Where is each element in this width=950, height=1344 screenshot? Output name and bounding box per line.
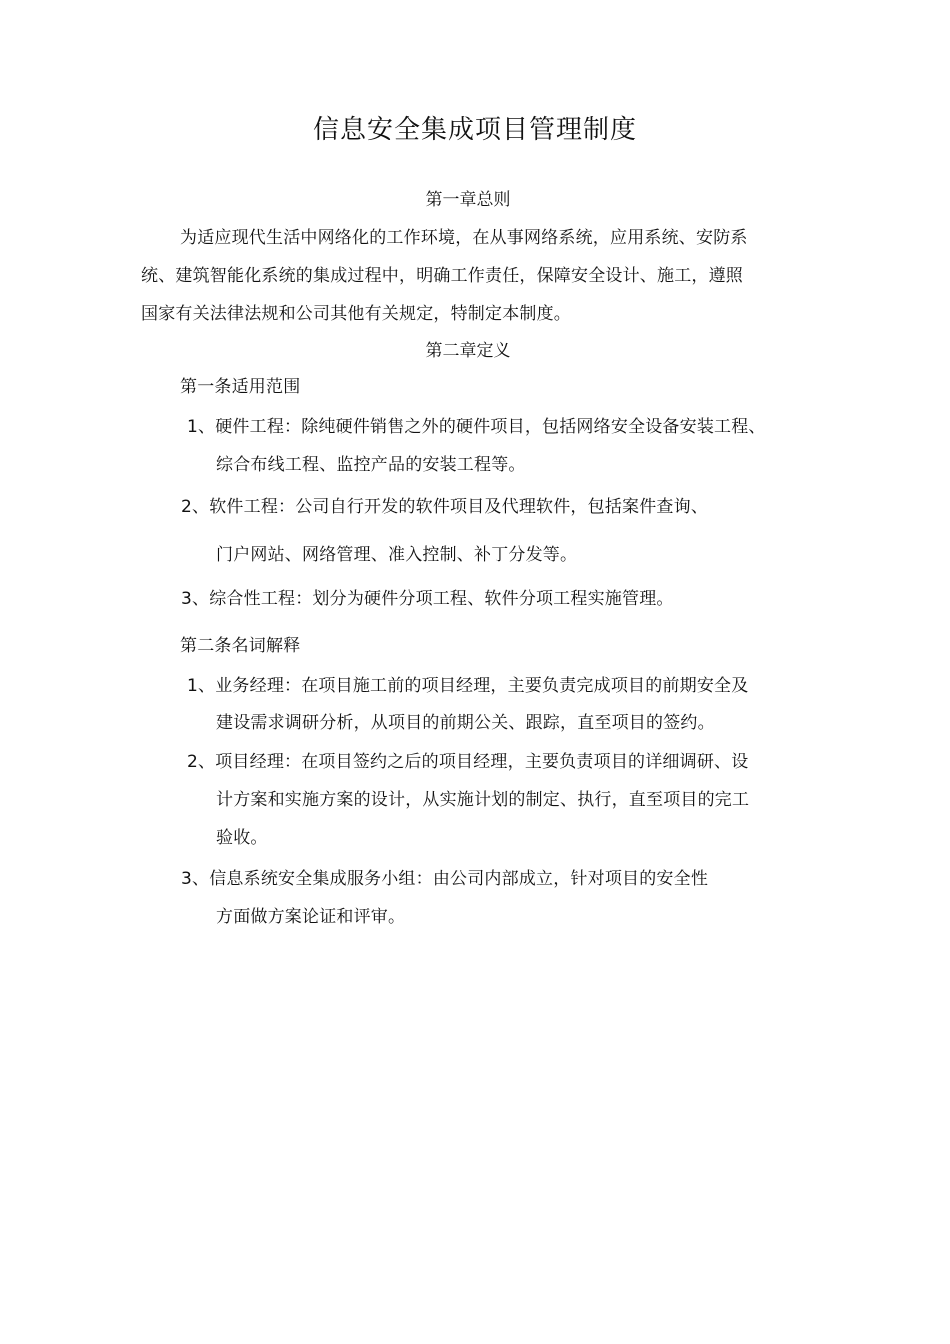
chapter-2-heading: 第二章定义 xyxy=(425,341,511,361)
document-title: 信息安全集成项目管理制度 xyxy=(312,115,637,145)
article-2-heading: 第二条名词解释 xyxy=(180,636,301,656)
article-1-item-2-line-1: 2、软件工程：公司自行开发的软件项目及代理软件，包括案件查询、 xyxy=(181,497,709,517)
chapter-1-paragraph-line-2: 统、建筑智能化系统的集成过程中，明确工作责任，保障安全设计、施工，遵照 xyxy=(141,266,743,286)
article-2-item-1-line-1: 1、业务经理：在项目施工前的项目经理，主要负责完成项目的前期安全及 xyxy=(187,676,749,696)
article-2-item-2-line-3: 验收。 xyxy=(216,828,268,848)
article-2-item-3-line-2: 方面做方案论证和评审。 xyxy=(216,907,406,927)
article-2-item-2-line-2: 计方案和实施方案的设计，从实施计划的制定、执行，直至项目的完工 xyxy=(216,790,750,810)
article-1-item-3-line-1: 3、综合性工程：划分为硬件分项工程、软件分项工程实施管理。 xyxy=(181,589,674,609)
article-2-item-2-line-1: 2、项目经理：在项目签约之后的项目经理，主要负责项目的详细调研、设 xyxy=(187,752,749,772)
chapter-1-paragraph-line-3: 国家有关法律法规和公司其他有关规定，特制定本制度。 xyxy=(141,304,571,324)
article-1-item-1-line-2: 综合布线工程、监控产品的安装工程等。 xyxy=(216,455,526,475)
article-1-item-1-line-1: 1、硬件工程：除纯硬件销售之外的硬件项目，包括网络安全设备安装工程、 xyxy=(187,417,766,437)
chapter-1-paragraph-line-1: 为适应现代生活中网络化的工作环境，在从事网络系统，应用系统、安防系 xyxy=(180,228,748,248)
article-1-item-2-line-2: 门户网站、网络管理、准入控制、补丁分发等。 xyxy=(216,545,578,565)
article-2-item-3-line-1: 3、信息系统安全集成服务小组：由公司内部成立，针对项目的安全性 xyxy=(181,869,709,889)
article-2-item-1-line-2: 建设需求调研分析，从项目的前期公关、跟踪，直至项目的签约。 xyxy=(216,713,715,733)
chapter-1-heading: 第一章总则 xyxy=(425,190,511,210)
article-1-heading: 第一条适用范围 xyxy=(180,377,301,397)
